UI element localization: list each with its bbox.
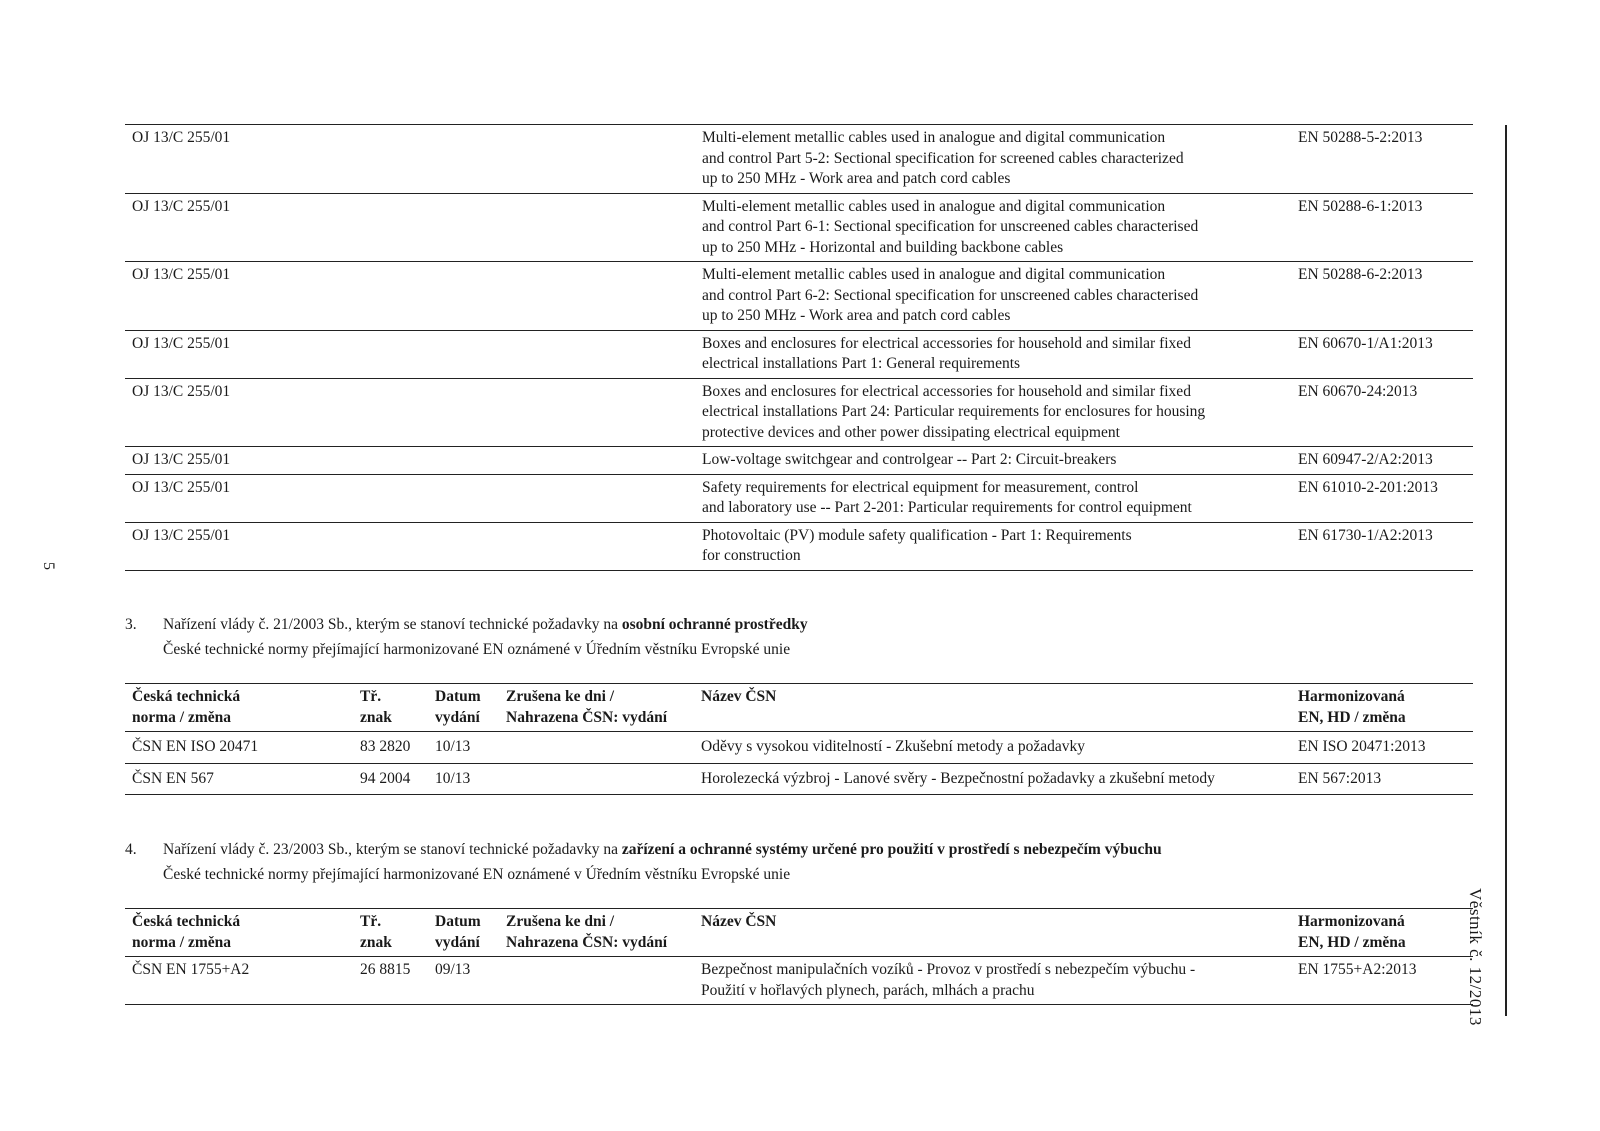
section-4-table — [125, 908, 1473, 1005]
csn-code: ČSN EN ISO 20471 — [132, 738, 259, 755]
table-row — [125, 956, 1473, 1005]
oj-reference: OJ 13/C 255/01 — [132, 382, 231, 400]
en-code: EN 1755+A2:2013 — [1298, 961, 1417, 978]
csn-code: ČSN EN 1755+A2 — [132, 961, 250, 978]
table-row — [125, 474, 1473, 522]
table-row — [125, 763, 1473, 796]
table-row — [125, 261, 1473, 330]
en-code: EN 567:2013 — [1298, 769, 1382, 787]
class-code: 26 8815 — [360, 961, 411, 978]
section-title-bold: zařízení a ochranné systémy určené pro použití v prostředí s nebezpečím výbuchu — [621, 841, 1162, 858]
oj-reference: OJ 13/C 255/01 — [132, 266, 231, 283]
table-row — [125, 446, 1473, 474]
section-number: 4. — [125, 841, 137, 858]
issue-date: 09/13 — [435, 961, 471, 978]
col-header-class: Tř. znak — [360, 688, 392, 726]
col-header-class: Tř. znak — [360, 913, 392, 951]
issue-date: 10/13 — [435, 738, 471, 755]
en-code: EN 50288-6-2:2013 — [1298, 266, 1423, 283]
oj-reference: OJ 13/C 255/01 — [132, 451, 231, 468]
standard-title: Low-voltage switchgear and controlgear -- Part 2: Circuit-breakers — [702, 451, 1117, 468]
section-subtitle: České technické normy přejímající harmonizované EN oznámené v Úředním věstníku Evropské unie — [163, 866, 791, 883]
col-header-name: Název ČSN — [701, 913, 777, 930]
standard-title: Photovoltaic (PV) module safety qualification - Part 1: Requirements for construction — [702, 526, 1132, 564]
standard-title: Multi-element metallic cables used in analogue and digital communication and control Part 6-1: Sectional specification for unscreened cables characterised up to 250 MHz - Horizontal and building backbone cables — [702, 197, 1199, 256]
col-header-csn: Česká technická norma / změna — [132, 913, 241, 951]
standard-title: Multi-element metallic cables used in analogue and digital communication and control Part 5-2: Sectional specification for screened cables characterized up to 250 MHz - Work area and patch cord cables — [702, 129, 1184, 187]
table-header — [125, 683, 1473, 731]
table-row — [125, 330, 1473, 378]
oj-reference: OJ 13/C 255/01 — [132, 334, 231, 352]
en-code: EN 50288-6-1:2013 — [1298, 197, 1423, 215]
col-header-cancelled: Zrušena ke dni / Nahrazena ČSN: vydání — [506, 688, 668, 726]
col-header-date: Datum vydání — [435, 913, 481, 951]
cancelled-info — [499, 737, 694, 758]
col-header-en: Harmonizovaná EN, HD / změna — [1298, 688, 1406, 726]
page-number: 5 — [40, 562, 57, 570]
col-header-name: Název ČSN — [701, 688, 777, 705]
section-subtitle: České technické normy přejímající harmonizované EN oznámené v Úředním věstníku Evropské unie — [163, 641, 791, 658]
csn-code: ČSN EN 567 — [132, 769, 214, 787]
table-row — [125, 522, 1473, 571]
standard-title: Horolezecká výzbroj - Lanové svěry - Bezpečnostní požadavky a zkušební metody — [701, 769, 1215, 787]
standard-title: Bezpečnost manipulačních vozíků - Provoz v prostředí s nebezpečím výbuchu - Použití v hořlavých plynech, parách, mlhách a prachu — [701, 961, 1196, 999]
top-standards-table — [125, 124, 1473, 571]
side-divider — [1505, 125, 1507, 1016]
class-code: 83 2820 — [360, 738, 411, 755]
cancelled-info — [499, 769, 694, 790]
en-code: EN 61730-1/A2:2013 — [1298, 526, 1433, 544]
section-title-bold: osobní ochranné prostředky — [621, 616, 808, 633]
section-title-text: Nařízení vlády č. 21/2003 Sb., kterým se stanoví technické požadavky na — [163, 616, 622, 633]
table-row — [125, 124, 1473, 193]
issue-date: 10/13 — [435, 769, 471, 787]
section-number: 3. — [125, 616, 137, 633]
col-header-en: Harmonizovaná EN, HD / změna — [1298, 913, 1406, 951]
col-header-csn: Česká technická norma / změna — [132, 688, 241, 726]
oj-reference: OJ 13/C 255/01 — [132, 526, 231, 544]
en-code: EN 60670-24:2013 — [1298, 382, 1418, 400]
en-code: EN 61010-2-201:2013 — [1298, 478, 1438, 496]
en-code: EN 50288-5-2:2013 — [1298, 129, 1423, 146]
col-header-date: Datum vydání — [435, 688, 481, 726]
section-title — [163, 615, 808, 636]
standard-title: Oděvy s vysokou viditelností - Zkušební metody a požadavky — [701, 738, 1085, 755]
section-3-table — [125, 683, 1473, 795]
standard-title: Boxes and enclosures for electrical accessories for household and similar fixed electrical installations Part 1: General requirements — [702, 334, 1191, 372]
en-code: EN ISO 20471:2013 — [1298, 738, 1426, 755]
oj-reference: OJ 13/C 255/01 — [132, 129, 231, 146]
class-code: 94 2004 — [360, 769, 411, 787]
standard-title: Safety requirements for electrical equipment for measurement, control and laboratory use -- Part 2-201: Particular requirements for control equipment — [702, 478, 1192, 516]
oj-reference: OJ 13/C 255/01 — [132, 197, 231, 215]
table-header — [125, 908, 1473, 956]
table-row — [125, 378, 1473, 447]
standard-title: Multi-element metallic cables used in analogue and digital communication and control Part 6-2: Sectional specification for unscreened cables characterised up to 250 MHz - Work area and patch cord cables — [702, 266, 1199, 324]
en-code: EN 60670-1/A1:2013 — [1298, 334, 1433, 352]
standard-title: Boxes and enclosures for electrical accessories for household and similar fixed electrical installations Part 24: Particular requirements for enclosures for housing protective devices and other power dissipating electrical equipment — [702, 382, 1206, 441]
cancelled-info — [499, 960, 694, 1001]
bulletin-label: Věstník č. 12/2013 — [1466, 888, 1485, 1026]
section-title-text: Nařízení vlády č. 23/2003 Sb., kterým se stanoví technické požadavky na — [163, 841, 622, 858]
table-row — [125, 193, 1473, 262]
table-row — [125, 731, 1473, 763]
section-title — [163, 840, 1162, 861]
col-header-cancelled: Zrušena ke dni / Nahrazena ČSN: vydání — [506, 913, 668, 951]
oj-reference: OJ 13/C 255/01 — [132, 478, 231, 496]
en-code: EN 60947-2/A2:2013 — [1298, 451, 1433, 468]
